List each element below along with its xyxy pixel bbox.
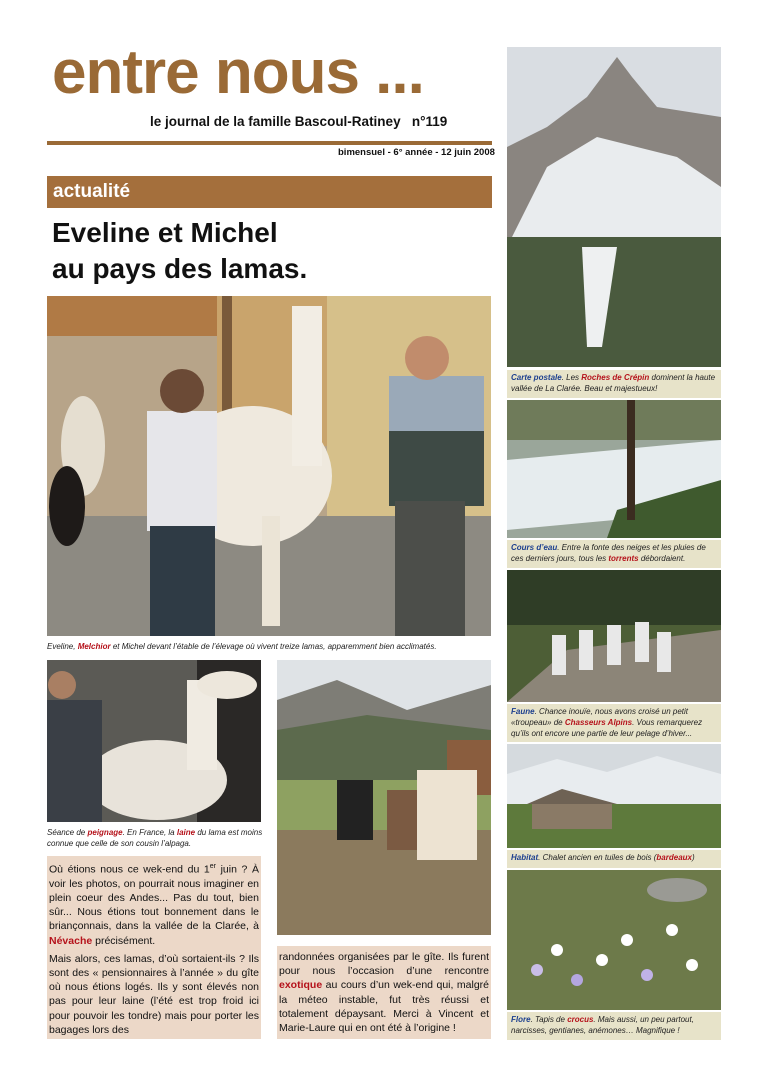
sidebar-photo-chalet xyxy=(507,744,721,848)
grooming-photo-caption: Séance de peignage. En France, la laine du lama est moins connue que celle de son cousin l’alpaga. xyxy=(47,828,263,848)
sidebar-photo-crocus xyxy=(507,870,721,1010)
grooming-photo xyxy=(47,660,261,822)
section-label: actualité xyxy=(53,181,131,202)
sidebar-caption-fauna: Faune. Chance inouïe, nous avons croisé un petit «troupeau» de Chasseurs Alpins. Vous remarquerez qu’ils ont encore une partie de leur pelage d’hiver... xyxy=(507,704,721,742)
body-text-column-1: Où étions nous ce wek-end du 1er juin ? À voir les photos, on pourrait nous imaginer en plein coeur des Andes... Pas du tout, bien sûr... Nous étions tout bonnement dans le briançonnais, dans la vallée de la Clarée, à Névache précisément. Mais alors, ces lamas, d’où sortaient-ils ? Ils sont des « pensionnaires à l’année » du gîte où nous étions logés. Ils y sont élevés non pas pour leur laine (l’été est trop froid ici pour pouvoir les tondre) mais pour porter les bagages lors des xyxy=(47,856,261,1039)
sidebar-photo-torrent xyxy=(507,400,721,538)
masthead-title: entre nous ... xyxy=(52,38,424,107)
sidebar-photo-mountain-peak xyxy=(507,47,721,367)
sidebar-caption-postcard: Carte postale. Les Roches de Crépin dominent la haute vallée de La Clarée. Beau et majestueux! xyxy=(507,370,721,398)
headline-line-2: au pays des lamas. xyxy=(52,253,308,284)
edition-line: bimensuel - 6° année - 12 juin 2008 xyxy=(338,147,495,158)
sidebar-caption-habitat: Habitat. Chalet ancien en tuiles de bois (bardeaux) xyxy=(507,850,721,868)
llamas-meadow-photo xyxy=(277,660,491,935)
sidebar-caption-stream: Cours d’eau. Entre la fonte des neiges et les pluies de ces derniers jours, tous les torrents débordaient. xyxy=(507,540,721,568)
body-text-column-2: randonnées organisées par le gîte. Ils furent pour nous l’occasion d’une rencontre exotique au cours d’un wek-end qui, malgré la méteo instable, fut très réussi et totalement dépaysant. Merci à Vincent et Marie-Laure qui en ont été à l’origine ! xyxy=(277,946,491,1039)
journal-subtitle: le journal de la famille Bascoul-Ratiney n°119 xyxy=(150,114,448,129)
main-photo-caption: Eveline, Melchior et Michel devant l’étable de l’élevage où vivent treize lamas, apparemment bien acclimatés. xyxy=(47,642,437,651)
sidebar-photo-hikers xyxy=(507,570,721,702)
masthead-rule xyxy=(47,141,492,145)
headline-line-1: Eveline et Michel xyxy=(52,217,278,248)
main-photo-llama-couple xyxy=(47,296,491,636)
sidebar-caption-flora: Flore. Tapis de crocus. Mais aussi, un peu partout, narcisses, gentianes, anémones… Magnifique ! xyxy=(507,1012,721,1040)
